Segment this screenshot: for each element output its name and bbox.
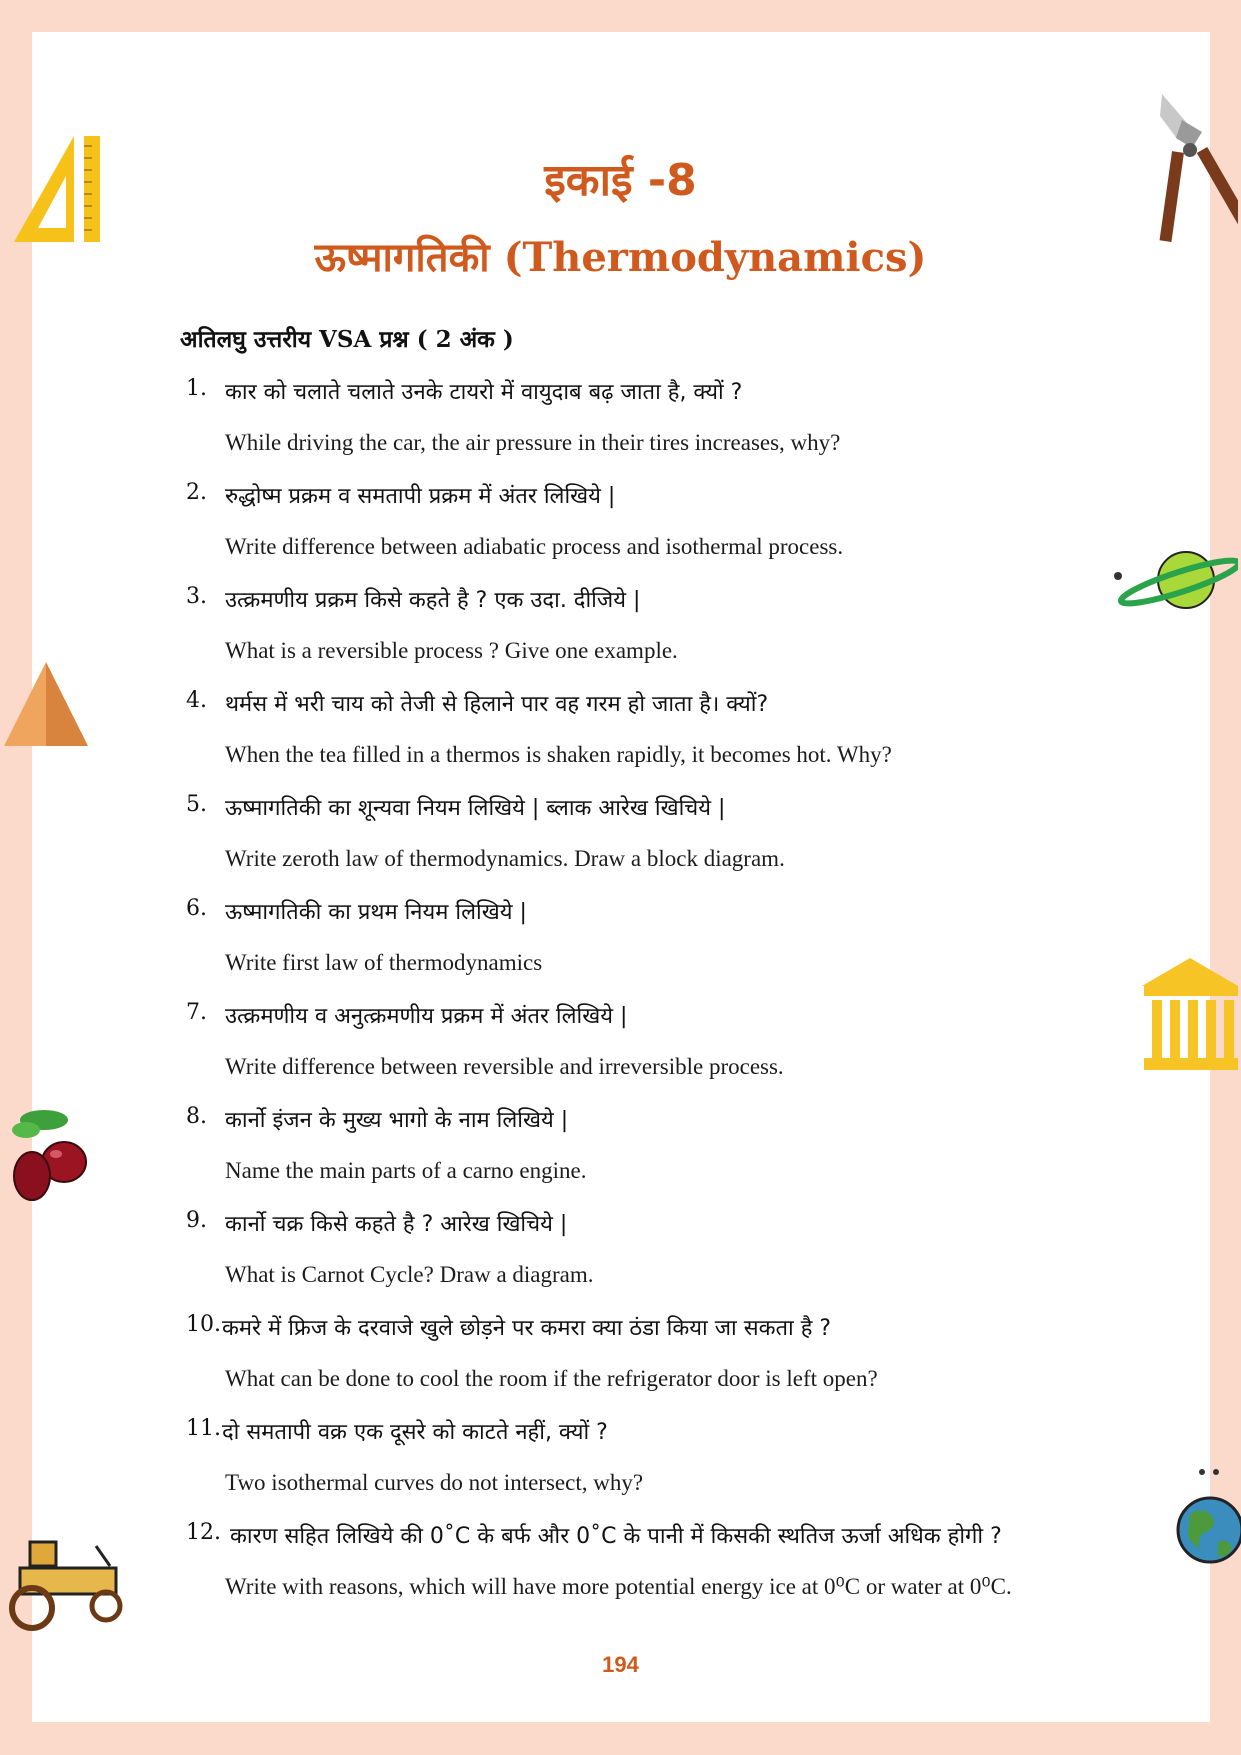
question-number: 11. [186, 1416, 221, 1441]
question-english: Write difference between adiabatic process and isothermal process. [225, 534, 844, 559]
question-item [0, 584, 1241, 688]
question-number: 5. [186, 792, 207, 817]
question-hindi: ऊष्मागतिकी का शून्यवा नियम लिखिये | ब्लाक आरेख खिचिये | [225, 796, 726, 821]
question-english: What can be done to cool the room if the refrigerator door is left open? [225, 1366, 878, 1391]
question-number: 6. [186, 896, 207, 921]
question-hindi: उत्क्रमणीय प्रक्रम किसे कहते है ? एक उदा. दीजिये | [225, 588, 641, 613]
question-hindi: कमरे में फ्रिज के दरवाजे खुले छोड़ने पर कमरा क्या ठंडा किया जा सकता है ? [222, 1316, 832, 1341]
question-english: Write with reasons, which will have more potential energy ice at 0⁰C or water at 0⁰C. [225, 1574, 1012, 1599]
question-item [0, 896, 1241, 1000]
section-heading: अतिलघु उत्तरीय VSA प्रश्न ( 2 अंक ) [180, 326, 514, 353]
question-english: Write difference between reversible and irreversible process. [225, 1054, 784, 1079]
question-hindi: रुद्धोष्म प्रक्रम व समतापी प्रक्रम में अंतर लिखिये | [225, 484, 616, 509]
question-hindi: दो समतापी वक्र एक दूसरे को काटते नहीं, क्यों ? [222, 1420, 608, 1445]
chapter-title: ऊष्मागतिकी (Thermodynamics) [314, 234, 927, 281]
question-english: Write zeroth law of thermodynamics. Draw a block diagram. [225, 846, 785, 871]
question-item [0, 1520, 1241, 1624]
question-hindi: उत्क्रमणीय व अनुत्क्रमणीय प्रक्रम में अंतर लिखिये | [225, 1004, 628, 1029]
question-item [0, 1312, 1241, 1416]
question-number: 4. [186, 688, 207, 713]
question-number: 1. [186, 376, 207, 401]
question-item [0, 376, 1241, 480]
question-hindi: कारण सहित लिखिये की 0˚C के बर्फ और 0˚C के पानी में किसकी स्थतिज ऊर्जा अधिक होगी ? [230, 1524, 1002, 1549]
unit-title: इकाई -8 [544, 155, 697, 206]
question-number: 7. [186, 1000, 207, 1025]
question-english: Name the main parts of a carno engine. [225, 1158, 587, 1183]
question-hindi: कार को चलाते चलाते उनके टायरो में वायुदाब बढ़ जाता है, क्यों ? [225, 380, 743, 405]
question-item [0, 1416, 1241, 1520]
question-number: 12. [186, 1520, 221, 1545]
question-hindi: थर्मस में भरी चाय को तेजी से हिलाने पार वह गरम हो जाता है। क्यों? [225, 692, 769, 717]
question-english: When the tea filled in a thermos is shaken rapidly, it becomes hot. Why? [225, 742, 892, 767]
question-number: 10. [186, 1312, 221, 1337]
question-item [0, 1000, 1241, 1104]
question-english: Write first law of thermodynamics [225, 950, 543, 975]
question-hindi: कार्नो इंजन के मुख्य भागो के नाम लिखिये | [225, 1108, 569, 1133]
question-english: What is Carnot Cycle? Draw a diagram. [225, 1262, 594, 1287]
question-list [0, 376, 1241, 1624]
question-english: While driving the car, the air pressure in their tires increases, why? [225, 430, 841, 455]
question-number: 2. [186, 480, 207, 505]
question-number: 8. [186, 1104, 207, 1129]
page-number: 194 [602, 1652, 639, 1677]
question-item [0, 1208, 1241, 1312]
question-hindi: कार्नो चक्र किसे कहते है ? आरेख खिचिये | [225, 1212, 568, 1237]
question-item [0, 688, 1241, 792]
question-english: What is a reversible process ? Give one example. [225, 638, 678, 663]
question-number: 3. [186, 584, 207, 609]
question-english: Two isothermal curves do not intersect, why? [225, 1470, 644, 1495]
question-item [0, 1104, 1241, 1208]
question-item [0, 792, 1241, 896]
question-item [0, 480, 1241, 584]
question-hindi: ऊष्मागतिकी का प्रथम नियम लिखिये | [225, 900, 527, 925]
question-number: 9. [186, 1208, 207, 1233]
